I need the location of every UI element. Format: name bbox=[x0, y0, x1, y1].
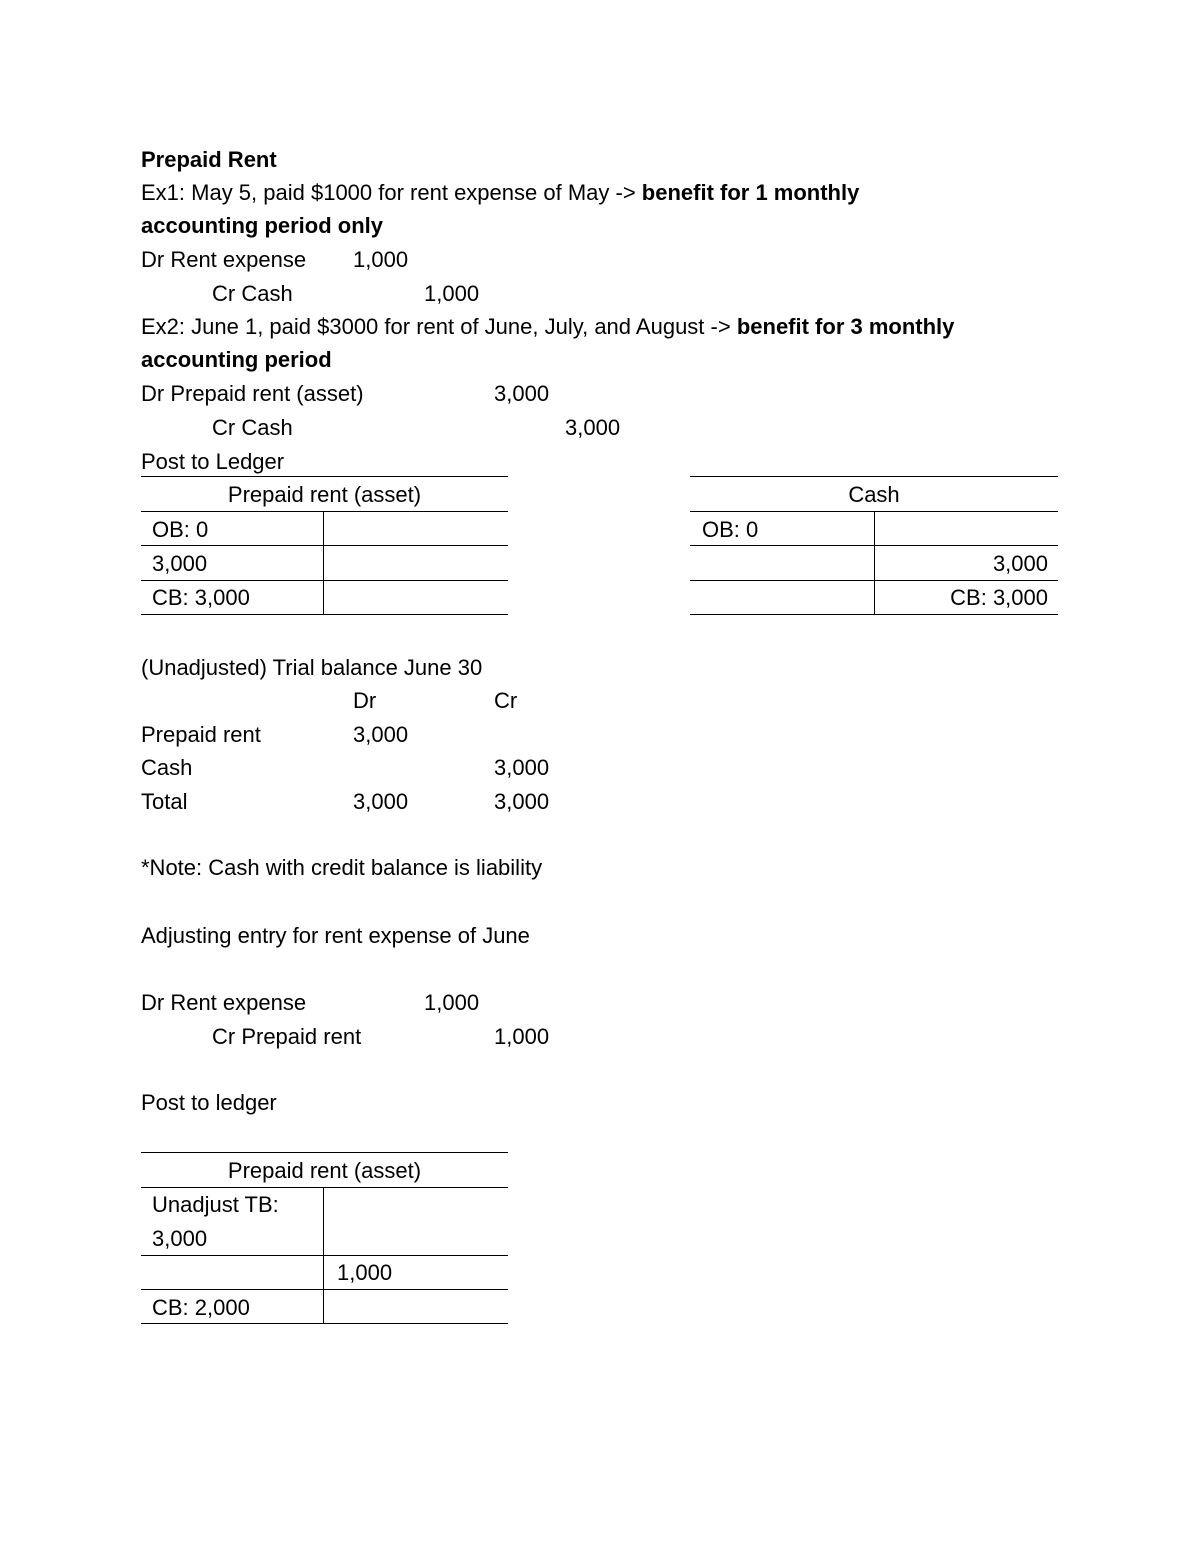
ledger-title: Prepaid rent (asset) bbox=[227, 1158, 422, 1183]
ledger-credit-cell: CB: 3,000 bbox=[950, 585, 1048, 610]
adj-debit-amount: 1,000 bbox=[424, 990, 480, 1015]
ex2-debit-account: Dr Prepaid rent (asset) bbox=[141, 381, 364, 406]
ledger-debit-cell: Unadjust TB: bbox=[152, 1192, 279, 1217]
cr-header: Cr bbox=[494, 688, 518, 713]
adj-credit-account: Cr Prepaid rent bbox=[212, 1024, 362, 1049]
ex2-debit-amount: 3,000 bbox=[494, 381, 550, 406]
ledger-debit-cell: OB: 0 bbox=[152, 517, 209, 542]
tb-cr-amount: 3,000 bbox=[494, 789, 550, 814]
tb-account: Total bbox=[141, 789, 188, 814]
ex2-description: Ex2: June 1, paid $3000 for rent of June, July, and August -> benefit for 3 monthly bbox=[141, 314, 955, 339]
tb-dr-amount: 3,000 bbox=[353, 722, 409, 747]
ledger-debit-cell: 3,000 bbox=[152, 551, 208, 576]
ex2-description-cont: accounting period bbox=[141, 347, 332, 372]
ledger-title: Cash bbox=[848, 482, 900, 507]
adj-credit-amount: 1,000 bbox=[494, 1024, 550, 1049]
page-title: Prepaid Rent bbox=[141, 147, 277, 172]
tb-account: Prepaid rent bbox=[141, 722, 261, 747]
ex1-debit-account: Dr Rent expense bbox=[141, 247, 307, 272]
ledger-credit-cell: 3,000 bbox=[992, 551, 1048, 576]
ledger-debit-cell-cont: 3,000 bbox=[152, 1226, 208, 1251]
ex2-credit-account: Cr Cash bbox=[212, 415, 293, 440]
ledger-title: Prepaid rent (asset) bbox=[227, 482, 422, 507]
ex1-description-cont: accounting period only bbox=[141, 213, 384, 238]
ex1-debit-amount: 1,000 bbox=[353, 247, 409, 272]
ledger-credit-cell: 1,000 bbox=[337, 1260, 393, 1285]
ledger-debit-cell: CB: 3,000 bbox=[152, 585, 250, 610]
trial-balance-title: (Unadjusted) Trial balance June 30 bbox=[141, 655, 483, 680]
tb-account: Cash bbox=[141, 755, 193, 780]
dr-header: Dr bbox=[353, 688, 377, 713]
ex1-description: Ex1: May 5, paid $1000 for rent expense of May -> benefit for 1 monthly bbox=[141, 180, 860, 205]
post-to-ledger-heading-2: Post to ledger bbox=[141, 1090, 277, 1115]
ex2-credit-amount: 3,000 bbox=[565, 415, 621, 440]
tb-cr-amount: 3,000 bbox=[494, 755, 550, 780]
ledger-debit-cell: CB: 2,000 bbox=[152, 1295, 250, 1320]
adj-debit-account: Dr Rent expense bbox=[141, 990, 307, 1015]
ex1-credit-amount: 1,000 bbox=[424, 281, 480, 306]
ex1-credit-account: Cr Cash bbox=[212, 281, 293, 306]
adjusting-heading: Adjusting entry for rent expense of June bbox=[141, 923, 530, 948]
note: *Note: Cash with credit balance is liability bbox=[141, 855, 543, 880]
tb-dr-amount: 3,000 bbox=[353, 789, 409, 814]
ledger-debit-cell: OB: 0 bbox=[702, 517, 759, 542]
post-to-ledger-heading: Post to Ledger bbox=[141, 449, 285, 474]
